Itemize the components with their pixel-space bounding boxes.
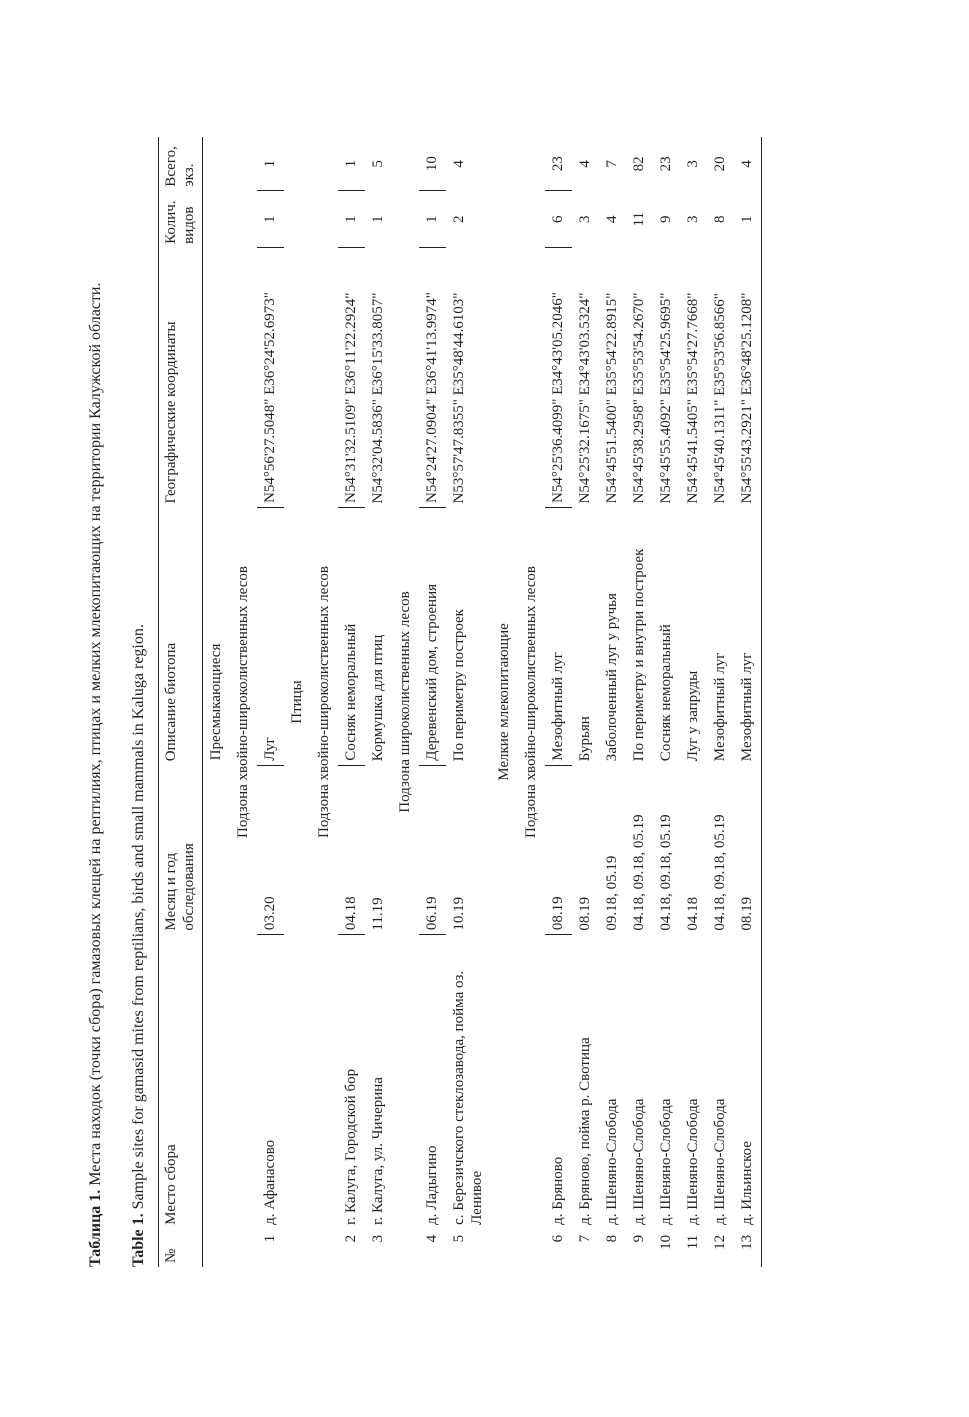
cell-month: 09.18, 05.19 [604, 855, 620, 931]
cell-biotope: Деревенский дом, строения [419, 508, 446, 766]
cell-no: 9 [631, 1234, 647, 1243]
header-month: Месяц и год обследования [159, 765, 203, 934]
cell-coords: N54°25'32.1675" E34°43'03.5324" [577, 292, 593, 504]
cell-place: д. Шеняно-Слобода [631, 1098, 647, 1225]
cell-total: 10 [419, 137, 446, 191]
cell-total: 3 [685, 160, 701, 168]
cell-biotope: Мезофитный луг [712, 652, 728, 762]
cell-month: 08.19 [545, 765, 572, 934]
cell-species: 9 [658, 215, 674, 224]
cell-no: 2 [343, 1234, 359, 1243]
cell-no: 4 [424, 1234, 440, 1243]
cell-species: 1 [734, 191, 762, 248]
cell-month: 08.19 [577, 896, 593, 931]
group-title: Мелкие млекопитающие [496, 623, 512, 781]
header-total: Всего, экз. [159, 137, 203, 191]
table-row [365, 137, 392, 1267]
table-row [419, 137, 446, 1267]
cell-total: 5 [370, 160, 386, 168]
cell-place: г. Калуга, Городской бор [343, 1068, 359, 1225]
cell-biotope: Сосняк неморальный [658, 624, 674, 762]
cell-total: 4 [577, 160, 593, 168]
caption-ru-text: Места находок (точки сбора) гамазовых клещей на рептилиях, птицах и мелких млекопитающих на территории Калужской области. [87, 282, 104, 1190]
subgroup-title: Подзона хвойно-широколиственных лесов [235, 566, 251, 838]
cell-biotope: Луг [257, 508, 284, 766]
cell-no: 11 [685, 1234, 701, 1250]
cell-total: 4 [451, 160, 467, 168]
cell-total: 4 [734, 137, 762, 191]
subgroup-title: Подзона широколиственных лесов [397, 591, 413, 813]
table-row [707, 137, 734, 1267]
cell-month: 03.20 [257, 765, 284, 934]
cell-place: д. Ильинское [734, 935, 762, 1229]
caption-ru-label: Таблица 1. [87, 1189, 104, 1267]
table-row [446, 137, 491, 1267]
cell-coords: N54°32'04.5836" E36°15'33.8057" [370, 292, 386, 504]
cell-place: д. Афанасово [262, 1139, 278, 1225]
subgroup-row [518, 137, 545, 1267]
cell-biotope: Мезофитный луг [734, 508, 762, 766]
cell-biotope: Луг у запруды [685, 670, 701, 762]
cell-total: 20 [712, 156, 728, 172]
cell-place: д. Шеняно-Слобода [712, 1098, 728, 1225]
cell-no: 10 [658, 1234, 674, 1250]
cell-month: 08.19 [734, 765, 762, 934]
cell-place: д. Бряново, пойма р. Свотица [577, 1037, 593, 1225]
subgroup-row [230, 137, 257, 1267]
cell-place: д. Шеняно-Слобода [685, 1098, 701, 1225]
cell-biotope: Сосняк неморальный [338, 508, 365, 766]
header-coords: Географические координаты [159, 248, 203, 508]
cell-no: 6 [550, 1234, 566, 1243]
cell-biotope: Кормушка для птиц [370, 634, 386, 762]
cell-coords: N54°31'32.5109" E36°11'22.2924" [338, 248, 365, 508]
cell-biotope: Бурьян [577, 716, 593, 762]
group-row [491, 137, 518, 1267]
cell-month: 06.19 [419, 765, 446, 934]
cell-biotope: По периметру построек [451, 609, 467, 762]
table-row [338, 137, 365, 1267]
table-row [545, 137, 572, 1267]
caption-en-label: Table 1. [130, 1213, 147, 1267]
cell-species: 1 [257, 191, 284, 248]
group-title: Пресмыкающиеся [208, 643, 224, 761]
cell-species: 1 [338, 191, 365, 248]
caption-en-text: Sample sites for gamasid mites from reptilians, birds and small mammals in Kaluga region. [130, 624, 147, 1214]
cell-place: д. Шеняно-Слобода [658, 1098, 674, 1225]
cell-no: 13 [734, 1229, 762, 1267]
table-body [203, 137, 762, 1267]
cell-total: 23 [545, 137, 572, 191]
header-species: Колич. видов [159, 191, 203, 248]
header-no: № [159, 1229, 203, 1267]
table-row [680, 137, 707, 1267]
header-place: Место сбора [159, 935, 203, 1229]
cell-no: 5 [451, 1234, 467, 1243]
subgroup-row [392, 137, 419, 1267]
cell-species: 1 [370, 215, 386, 224]
cell-species: 8 [712, 215, 728, 224]
cell-month: 04.18, 09.18, 05.19 [712, 814, 728, 931]
cell-species: 3 [577, 215, 593, 224]
cell-total: 82 [631, 156, 647, 172]
header-biotope: Описание биотопа [159, 508, 203, 766]
cell-no: 1 [262, 1234, 278, 1243]
cell-biotope: Мезофитный луг [545, 508, 572, 766]
cell-coords: N53°57'47.8355" E35°48'44.6103" [451, 292, 467, 504]
table-row [653, 137, 680, 1267]
cell-coords: N54°45'55.4092" E35°54'25.9695" [658, 292, 674, 504]
table-row [599, 137, 626, 1267]
cell-coords: N54°45'40.1311" E35°53'56.8566" [712, 293, 728, 504]
cell-coords: N54°45'51.5400" E35°54'22.8915" [604, 292, 620, 504]
cell-place: д. Ладыгино [424, 1145, 440, 1225]
cell-coords: N54°24'27.0904" E36°41'13.9974" [419, 248, 446, 508]
cell-biotope: Заболоченный луг у ручья [604, 593, 620, 762]
group-row [203, 137, 231, 1267]
cell-total: 1 [338, 137, 365, 191]
cell-place: с. Березичского стеклозавода, пойма оз. Ленивое [451, 970, 485, 1225]
subgroup-row [311, 137, 338, 1267]
cell-month: 04.18 [685, 896, 701, 931]
cell-total: 1 [257, 137, 284, 191]
cell-place: д. Бряново [550, 1156, 566, 1225]
cell-species: 3 [685, 215, 701, 224]
cell-total: 7 [604, 160, 620, 168]
cell-species: 6 [545, 191, 572, 248]
cell-species: 4 [604, 215, 620, 224]
group-title: Птицы [289, 680, 305, 724]
caption-ru [85, 87, 106, 1267]
cell-biotope: По периметру и внутри построек [631, 548, 647, 762]
cell-no: 8 [604, 1234, 620, 1243]
cell-month: 04.18, 09.18, 05.19 [658, 814, 674, 931]
cell-month: 04.18 [338, 765, 365, 934]
group-row [284, 137, 311, 1267]
cell-no: 3 [370, 1234, 386, 1243]
cell-place: д. Шеняно-Слобода [604, 1098, 620, 1225]
cell-species: 1 [419, 191, 446, 248]
cell-coords: N54°56'27.5048" E36°24'52.6973" [257, 248, 284, 508]
cell-place: г. Калуга, ул. Чичерина [370, 1077, 386, 1225]
cell-coords: N54°25'36.4099" E34°43'05.2046" [545, 248, 572, 508]
sites-table [158, 137, 762, 1267]
cell-coords: N54°55'43.2921" E36°48'25.1208" [734, 248, 762, 508]
table-header-row [159, 137, 203, 1267]
caption-en [128, 87, 149, 1267]
subgroup-title: Подзона хвойно-широколиственных лесов [316, 566, 332, 838]
cell-no: 12 [712, 1234, 728, 1250]
cell-month: 11.19 [370, 897, 386, 931]
cell-species: 11 [631, 212, 647, 227]
cell-month: 10.19 [451, 896, 467, 931]
cell-no: 7 [577, 1234, 593, 1243]
cell-month: 04.18, 09.18, 05.19 [631, 814, 647, 931]
table-row [626, 137, 653, 1267]
cell-coords: N54°45'41.5405" E35°54'27.7668" [685, 292, 701, 504]
table-row [257, 137, 284, 1267]
subgroup-title: Подзона хвойно-широколиственных лесов [523, 566, 539, 838]
cell-total: 23 [658, 156, 674, 172]
table-row [734, 137, 762, 1267]
cell-species: 2 [451, 215, 467, 224]
table-row [572, 137, 599, 1267]
cell-coords: N54°45'38.2958" E35°53'54.2670" [631, 292, 647, 504]
